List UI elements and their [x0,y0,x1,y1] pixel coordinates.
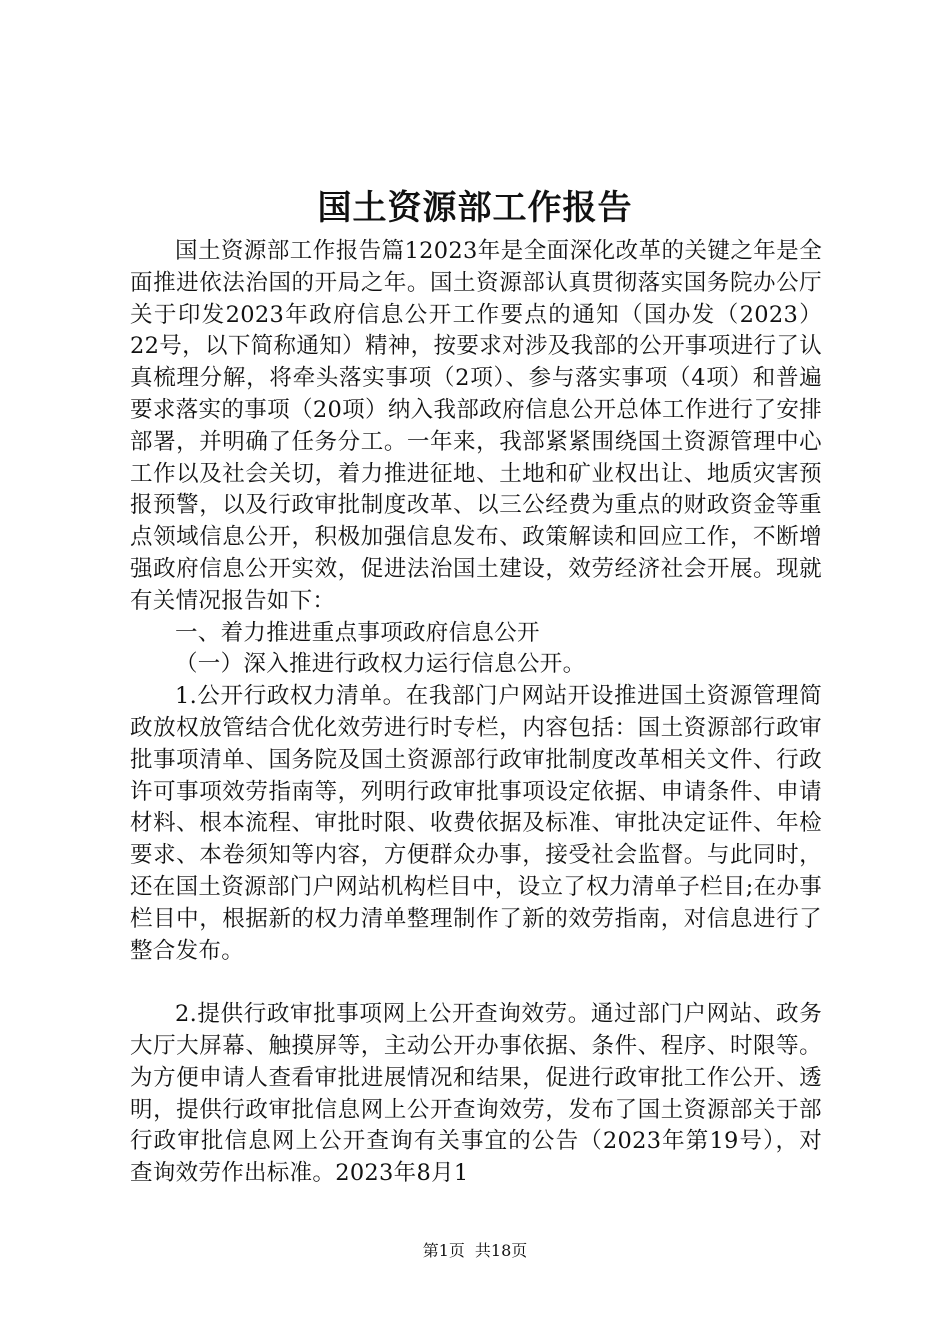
paragraph-item-2: 2.提供行政审批事项网上公开查询效劳。通过部门户网站、政务大厅大屏幕、触摸屏等，主动公开办事依据、条件、程序、时限等。为方便申请人查看审批进展情况和结果，促进行政审批工作公开、透明，提供行政审批信息网上公开查询效劳，发布了国土资源部关于部行政审批信息网上公开查询有关事宜的公告（2023年第19号），对查询效劳作出标准。2023年8月1 [130,1001,822,1187]
page-number: 第1页 [422,1241,465,1260]
document-title: 国土资源部工作报告 [317,188,633,228]
paragraph-intro: 国土资源部工作报告篇12023年是全面深化改革的关键之年是全面推进依法治国的开局之年。国土资源部认真贯彻落实国务院办公厅关于印发2023年政府信息公开工作要点的通知（国办发（2023）22号，以下简称通知）精神，按要求对涉及我部的公开事项进行了认真梳理分解，将牵头落实事项（2项）、参与落实事项（4项）和普遍要求落实的事项（20项）纳入我部政府信息公开总体工作进行了安排部署，并明确了任务分工。一年来，我部紧紧围绕国土资源管理中心工作以及社会关切，着力推进征地、土地和矿业权出让、地质灾害预报预警，以及行政审批制度改革、以三公经费为重点的财政资金等重点领域信息公开，积极加强信息发布、政策解读和回应工作，不断增强政府信息公开实效，促进法治国土建设，效劳经济社会开展。现就有关情况报告如下： [130,238,822,614]
section-heading: 一、着力推进重点事项政府信息公开 [175,619,540,646]
page-footer [0,1240,950,1262]
page-total: 共18页 [474,1241,528,1260]
subsection-heading: （一）深入推进行政权力运行信息公开。 [175,651,586,678]
document-body [130,236,822,1190]
paragraph-item-1: 1.公开行政权力清单。在我部门户网站开设推进国土资源管理简政放权放管结合优化效劳进行时专栏，内容包括：国土资源部行政审批事项清单、国务院及国土资源部行政审批制度改革相关文件、行政许可事项效劳指南等，列明行政审批事项设定依据、申请条件、申请材料、根本流程、审批时限、收费依据及标准、审批决定证件、年检要求、本卷须知等内容，方便群众办事，接受社会监督。与此同时，还在国土资源部门户网站机构栏目中，设立了权力清单子栏目;在办事栏目中，根据新的权力清单整理制作了新的效劳指南，对信息进行了整合发布。 [130,683,822,964]
